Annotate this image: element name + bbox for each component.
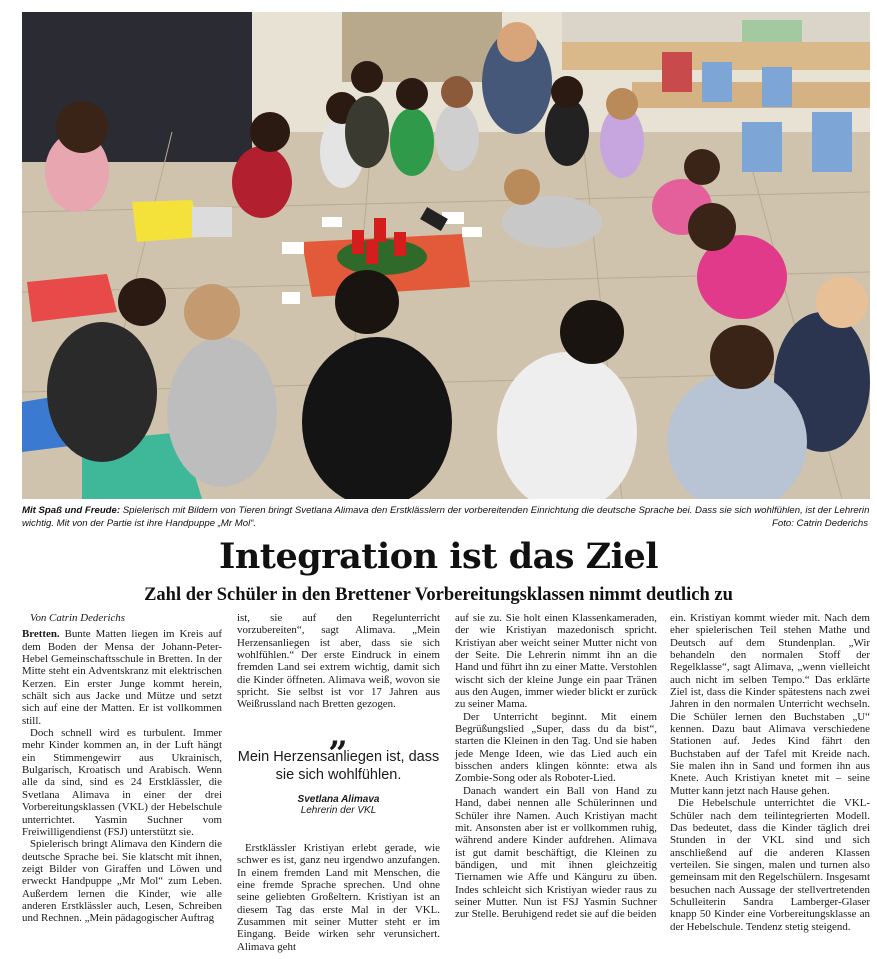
paragraph: Bretten. Bunte Matten liegen im Kreis auf dem Boden der Mensa der Johann-Peter-Hebel Gemeinschaftsschule in Bretten. In der Mitte steht ein Adventskranz mit elektrischen Kerzen. Ein erster Junge kommt herein, schält sich aus Jacke und Mütze und setzt sich auf eine der Matten. Er ist vollkommen still. [22, 628, 222, 727]
photo-caption [22, 505, 870, 530]
article-photo [22, 12, 870, 499]
subheadline: Zahl der Schüler in den Brettener Vorbereitungsklassen nimmt deutlich zu [144, 585, 733, 605]
caption-text: Spielerisch mit Bildern von Tieren bringt Svetlana Alimava den Erstklässlern der vorbereitenden Einrichtung die deutsche Sprache bei. Dass sie sich wohlfühlen, ist der Lehrerin wichtig. Mit von der Partie ist ihre Handpuppe „Mr Mol“. [22, 505, 870, 529]
paragraph: ein. Kristiyan kommt wieder mit. Nach dem eher spielerischen Teil stehen Mathe und Deutsch auf dem Stundenplan. „Wir behandeln den normalen Stoff der Regelklasse“, sagt Alimava, „wenn vielleicht auch nicht im selben Tempo.“ Das erklärte Ziel ist, dass die Kinder spätestens nach zwei Jahren in den normalen Unterricht wechseln. Die Schüler lernen den Buchstaben „U“ kennen. Dazu baut Alimava verschiedene Stationen auf. Jedes Kind fährt den Buchstaben auf der Tafel mit Kreide nach. Sie malen ihn in Sand und formen ihn aus Knete. Auch Kristiyan knetet mit – seine Mutter kann jetzt nach Hause gehen. [670, 612, 870, 797]
quote-mark-icon: „ [328, 715, 349, 755]
headline: Integration ist das Ziel [218, 536, 659, 577]
quote-author: Svetlana Alimava [297, 794, 380, 805]
quote-text: Mein Herzensanliegen ist, dass sie sich wohlfühlen. [237, 749, 440, 783]
classroom-photo-icon [22, 12, 870, 499]
article-column-1 [22, 612, 222, 925]
paragraph: Doch schnell wird es turbulent. Immer mehr Kinder kommen an, in der Luft hängt ein Stimmengewirr aus Ukrainisch, Bulgarisch, Kroatisch und Arabisch. Wenn alle da sind, sind es 24 Erstklässler, die Svetlana Alimava in einer der drei Vorbereitungsklassen (VKL) der Hebelschule unterrichtet. Yasmin Suchner vom Freiwilligendienst (FSJ) unterstützt sie. [22, 727, 222, 838]
paragraph: ist, sie auf den Regelunterricht vorzubereiten“, sagt Alimava. „Mein Herzensanliegen ist aber, dass sie sich wohlfühlen.“ Der erste Eindruck in einem fremden Land sei extrem wichtig, damit sich die Kinder öffneten. Alimava weiß, wovon sie spricht. Sie selbst ist vor 17 Jahren aus Weißrussland nach Bretten gezogen. [237, 612, 440, 711]
article-column-2 [237, 612, 440, 711]
caption-lead: Mit Spaß und Freude: [22, 505, 121, 516]
article-column-2-continued [237, 842, 440, 953]
paragraph: auf sie zu. Sie holt einen Klassenkameraden, der wie Kristiyan mazedonisch spricht. Kristiyan aber weicht seiner Mutter nicht von der Seite. Die Lehrerin nimmt ihn an die Hand und führt ihn zu einer Matte. Verstohlen wischt sich der kleine Junge ein paar Tränen aus den Augen, immer wieder blickt er zurück zu seiner Mama. [455, 612, 657, 711]
article-column-3 [455, 612, 657, 921]
paragraph: Spielerisch bringt Alimava den Kindern die deutsche Sprache bei. Sie klatscht mit ihnen, zeigt Bilder von Giraffen und Löwen und erweckt Handpuppe „Mr Mol“ zum Leben. Außerdem lernen die Kinder, wie alle anderen Erstklässler auch, Lesen, Schreiben und Rechnen. „Mein pädagogischer Auftrag [22, 838, 222, 925]
article-column-4 [670, 612, 870, 933]
photo-credit: Foto: Catrin Dederichs [772, 517, 868, 529]
paragraph: Die Hebelschule unterrichtet die VKL-Schüler nach dem teilintegrierten Modell. Das bedeutet, dass die Kinder täglich drei Stunden in der VKL sind und sich anschließend auf die anderen Klassen verteilen. Sie singen, malen und turnen also gemeinsam mit den Regelschülern. Insgesamt besuchen nach Aussage der stellvertretenden Schulleiterin Sandra Lamberger-Glaser knapp 50 Kinder eine Vorbereitungsklasse an der Hebelschule. Tendenz stetig steigend. [670, 797, 870, 933]
byline: Von Catrin Dederichs [30, 612, 125, 624]
paragraph: Der Unterricht beginnt. Mit einem Begrüßungslied „Super, dass du da bist“, starten die Kleinen in den Tag. Und sie haben jede Menge Ideen, wie das Lied auch ein bisschen anders klingen könnte: etwa als Zombie-Song oder als Roboter-Lied. [455, 710, 657, 785]
quote-author-role: Lehrerin der VKL [300, 805, 377, 816]
pull-quote [237, 715, 440, 816]
paragraph: Erstklässler Kristiyan erlebt gerade, wie schwer es ist, ganz neu irgendwo anzufangen. In einem fremden Land mit Menschen, die eine fremde Sprache sprechen. Und ohne seine geliebten Großeltern. Kristiyan ist an diesem Tag das erste Mal in der VKL. Zusammen mit seiner Mutter steht er im Eingang. Beide wirken sehr verunsichert. Alimava geht [237, 842, 440, 953]
dateline-place: Bretten. [22, 628, 60, 641]
paragraph: Danach wandert ein Ball von Hand zu Hand, dabei nennen alle Schülerinnen und Schüler ihre Namen. Auch Kristiyan macht mit. Ansonsten aber ist er vollkommen ruhig, während andere Kinder aufdrehen. Alimava ist gut damit beschäftigt, die Kleinen zu bändigen, und mit ihnen gleichzeitig Tiernamen wie Affe und Känguru zu üben. Indes schleicht sich Kristiyan wieder raus zu seiner Mutter. Nun ist FSJ Yasmin Suchner zur Stelle. Beruhigend redet sie auf die beiden [455, 784, 657, 921]
